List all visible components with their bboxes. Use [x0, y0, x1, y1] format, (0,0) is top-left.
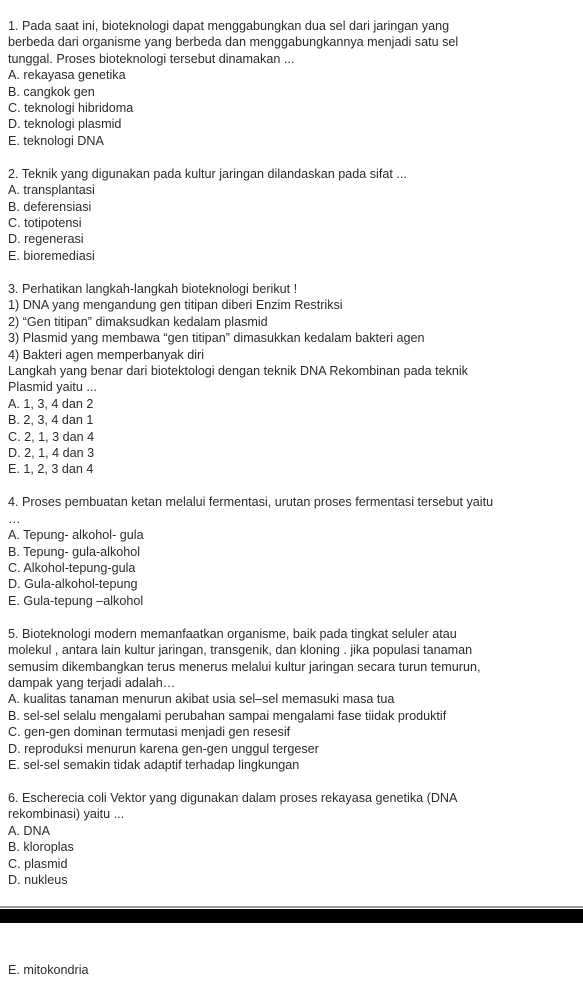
answer-option-a: A. kualitas tanaman menurun akibat usia sel–sel memasuki masa tua [8, 692, 395, 707]
question-stem-line: Plasmid yaitu ... [8, 380, 97, 395]
answer-option-d: D. 2, 1, 4 dan 3 [8, 445, 95, 460]
question-stem-line: molekul , antara lain kultur jaringan, transgenik, dan kloning . jika populasi tanaman [8, 643, 473, 658]
answer-option-a: A. transplantasi [8, 183, 95, 198]
answer-option-a: A. 1, 3, 4 dan 2 [8, 396, 94, 411]
answer-option-e: E. 1, 2, 3 dan 4 [8, 462, 94, 477]
question-stem-line: 4. Proses pembuatan ketan melalui fermentasi, urutan proses fermentasi tersebut yaitu [8, 495, 494, 510]
question-6 [8, 790, 578, 888]
question-stem-line: 5. Bioteknologi modern memanfaatkan organisme, baik pada tingkat seluler atau [8, 626, 457, 641]
answer-option-a: A. Tepung- alkohol- gula [8, 528, 144, 543]
question-stem-line: Langkah yang benar dari biotektologi dengan teknik DNA Rekombinan pada teknik [8, 363, 468, 378]
answer-option-d: D. Gula-alkohol-tepung [8, 577, 138, 592]
answer-option-c: C. totipotensi [8, 216, 82, 231]
page-break-rule [0, 906, 583, 908]
step-item: 1) DNA yang mengandung gen titipan diberi Enzim Restriksi [8, 298, 343, 313]
answer-option-b: B. Tepung- gula-alkohol [8, 544, 141, 559]
answer-option-b: B. sel-sel selalu mengalami perubahan sampai mengalami fase tiidak produktif [8, 708, 447, 723]
step-item: 3) Plasmid yang membawa “gen titipan” dimasukkan kedalam bakteri agen [8, 331, 425, 346]
answer-option-b: B. 2, 3, 4 dan 1 [8, 413, 94, 428]
question-stem-line: 6. Escherecia coli Vektor yang digunakan dalam proses rekayasa genetika (DNA [8, 791, 458, 806]
answer-option-c: C. Alkohol-tepung-gula [8, 560, 136, 575]
question-stem-line: 3. Perhatikan langkah-langkah bioteknologi berikut ! [8, 281, 298, 296]
answer-option-d: D. regenerasi [8, 232, 84, 247]
answer-option-b: B. deferensiasi [8, 199, 92, 214]
answer-option-c: C. 2, 1, 3 dan 4 [8, 429, 95, 444]
answer-option-c: C. teknologi hibridoma [8, 101, 134, 116]
question-stem-line: 1. Pada saat ini, bioteknologi dapat menggabungkan dua sel dari jaringan yang [8, 19, 450, 33]
answer-option-d: D. nukleus [8, 873, 68, 888]
question-stem-line: 2. Teknik yang digunakan pada kultur jaringan dilandaskan pada sifat ... [8, 166, 407, 181]
answer-option-b: B. cangkok gen [8, 84, 95, 99]
step-item: 2) “Gen titipan” dimaksudkan kedalam plasmid [8, 314, 268, 329]
answer-option-d: D. reproduksi menurun karena gen-gen unggul tergeser [8, 741, 319, 756]
question-5 [8, 626, 578, 774]
answer-option-d: D. teknologi plasmid [8, 117, 122, 132]
answer-option-b: B. kloroplas [8, 840, 74, 855]
question-stem-line: tunggal. Proses bioteknologi tersebut dinamakan ... [8, 51, 295, 66]
answer-option-a: A. rekayasa genetika [8, 68, 126, 83]
answer-option-a: A. DNA [8, 823, 50, 838]
step-item: 4) Bakteri agen memperbanyak diri [8, 347, 204, 362]
quiz-document [8, 18, 578, 905]
question-1 [8, 18, 578, 149]
answer-option-e: E. bioremediasi [8, 248, 95, 263]
question-3 [8, 281, 578, 478]
answer-option-c: C. plasmid [8, 856, 68, 871]
question-stem-line: … [8, 511, 21, 526]
answer-option-e: E. sel-sel semakin tidak adaptif terhadap lingkungan [8, 758, 300, 773]
answer-option-c: C. gen-gen dominan termutasi menjadi gen resesif [8, 725, 291, 740]
page-break-band [0, 909, 583, 923]
answer-option-e: E. teknologi DNA [8, 133, 104, 148]
answer-option-e: E. mitokondria [8, 963, 89, 977]
question-stem-line: dampak yang terjadi adalah… [8, 676, 176, 690]
answer-option-e: E. Gula-tepung –alkohol [8, 593, 144, 608]
question-4 [8, 494, 578, 609]
question-stem-line: semusim dikembangkan terus menerus melalui kultur jaringan secara turun temurun, [8, 659, 481, 674]
question-stem-line: rekombinasi) yaitu ... [8, 807, 125, 822]
question-2 [8, 166, 578, 264]
question-stem-line: berbeda dari organisme yang berbeda dan menggabungkannya menjadi satu sel [8, 35, 459, 50]
